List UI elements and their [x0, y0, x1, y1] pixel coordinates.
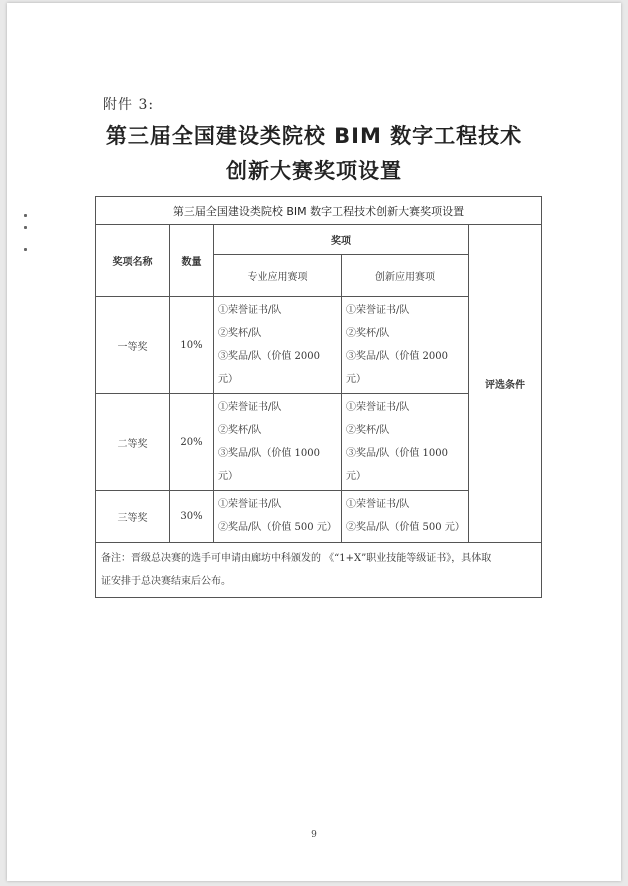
innovation-prizes	[342, 394, 469, 491]
professional-prizes	[214, 297, 342, 394]
note-line: 证安排于总决赛结束后公布。	[101, 576, 231, 587]
prize-item: ①荣誉证书/队	[346, 305, 410, 316]
award-quantity: 20%	[170, 394, 214, 491]
header-quantity: 数量	[170, 225, 214, 297]
note-line: 备注：晋级总决赛的选手可申请由廊坊中科颁发的 《“1+X”职业技能等级证书》，具体取	[101, 553, 492, 564]
prize-item: 元）	[218, 471, 238, 482]
prize-item: ①荣誉证书/队	[218, 402, 282, 413]
innovation-prizes	[342, 297, 469, 394]
award-name: 三等奖	[96, 491, 170, 543]
prize-item: ③奖品/队（价值 1000	[346, 448, 448, 459]
prize-item: ③奖品/队（价值 2000	[346, 351, 448, 362]
attachment-label: 附件 3:	[103, 97, 155, 113]
prize-item: ①荣誉证书/队	[346, 402, 410, 413]
award-quantity: 10%	[170, 297, 214, 394]
header-prizes: 奖项	[214, 225, 469, 255]
professional-prizes	[214, 394, 342, 491]
prize-item: ③奖品/队（价值 2000	[218, 351, 320, 362]
table-caption: 第三届全国建设类院校 BIM 数字工程技术创新大赛奖项设置	[96, 197, 542, 225]
prize-item: ②奖品/队（价值 500 元）	[346, 522, 465, 533]
header-criteria: 评选条件	[469, 225, 542, 543]
innovation-prizes	[342, 491, 469, 543]
document-title-line1: 第三届全国建设类院校 BIM 数字工程技术	[105, 124, 523, 148]
award-name: 二等奖	[96, 394, 170, 491]
award-table	[95, 196, 542, 598]
award-name: 一等奖	[96, 297, 170, 394]
award-quantity: 30%	[170, 491, 214, 543]
scan-marks	[24, 214, 30, 264]
prize-item: ①荣誉证书/队	[218, 305, 282, 316]
prize-item: ②奖品/队（价值 500 元）	[218, 522, 337, 533]
prize-item: 元）	[218, 374, 238, 385]
prize-item: ③奖品/队（价值 1000	[218, 448, 320, 459]
header-innovation: 创新应用赛项	[342, 255, 469, 297]
header-professional: 专业应用赛项	[214, 255, 342, 297]
page-number: 9	[311, 830, 317, 840]
prize-item: 元）	[346, 374, 366, 385]
prize-item: ②奖杯/队	[346, 328, 390, 339]
header-award-name: 奖项名称	[96, 225, 170, 297]
prize-item: ①荣誉证书/队	[346, 499, 410, 510]
prize-item: 元）	[346, 471, 366, 482]
professional-prizes	[214, 491, 342, 543]
prize-item: ②奖杯/队	[218, 425, 262, 436]
document-title-line2: 创新大赛奖项设置	[226, 159, 402, 183]
prize-item: ②奖杯/队	[218, 328, 262, 339]
prize-item: ①荣誉证书/队	[218, 499, 282, 510]
prize-item: ②奖杯/队	[346, 425, 390, 436]
table-note	[96, 543, 542, 598]
